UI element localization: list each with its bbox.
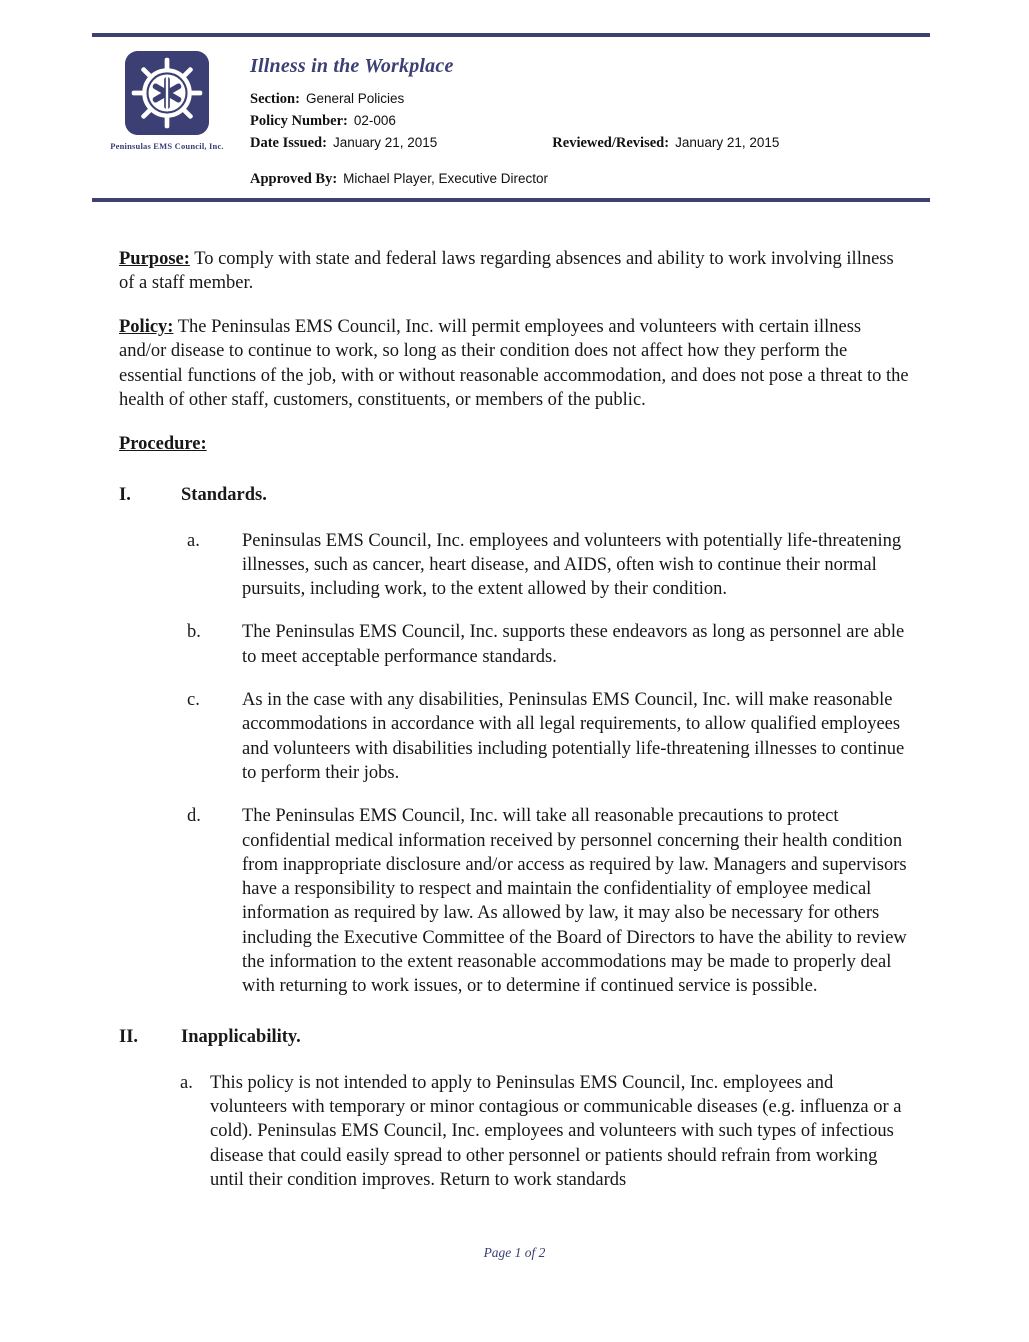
page-number: Page 1 of 2	[483, 1245, 546, 1260]
policy-number-value: 02-006	[353, 113, 396, 128]
meta-row-policy-number	[250, 110, 930, 132]
document-body	[119, 228, 909, 1211]
list-item-marker: a.	[180, 1072, 193, 1093]
meta-row-dates	[250, 132, 930, 154]
date-issued-value: January 21, 2015	[332, 135, 438, 150]
list-item	[119, 804, 909, 998]
procedure-heading-paragraph	[119, 432, 909, 456]
approved-by-value: Michael Player, Executive Director	[343, 171, 548, 186]
approved-by-label: Approved By:	[250, 171, 338, 187]
policy-text: The Peninsulas EMS Council, Inc. will permit employees and volunteers with certain illness and/or disease to continue to work, so long as their condition does not affect how they perform the essential functions of the job, with or without reasonable accommodation, and does not pose a threat to the health of other staff, customers, constituents, or members of the public.	[119, 317, 909, 410]
section-numeral: II.	[119, 1026, 139, 1047]
policy-label: Policy:	[119, 317, 174, 338]
procedure-heading: Procedure:	[119, 434, 207, 455]
policy-paragraph	[119, 315, 909, 412]
list-item	[119, 529, 909, 602]
logo-block	[92, 47, 242, 151]
section-title: Inapplicability.	[181, 1026, 301, 1047]
list-item-marker: a.	[187, 530, 200, 551]
section-numeral: I.	[119, 484, 131, 505]
list-item-text: This policy is not intended to apply to Peninsulas EMS Council, Inc. employees and volunteers with temporary or minor contagious or communicable diseases (e.g. influenza or a cold). Peninsulas EMS Council, Inc. employees and volunteers with such types of infectious disease that could easily spread to other personnel or patients should refrain from working until their condition improves. Return to work standards	[210, 1072, 902, 1190]
list-item-text: The Peninsulas EMS Council, Inc. supports these endeavors as long as personnel are able to meet acceptable performance standards.	[242, 622, 905, 667]
page-footer	[0, 1245, 1029, 1261]
section-value: General Policies	[305, 91, 405, 106]
list-item-text: Peninsulas EMS Council, Inc. employees and volunteers with potentially life-threatening illnesses, such as cancer, heart disease, and AIDS, often wish to continue their normal pursuits, including work, to the extent allowed by their condition.	[242, 530, 902, 600]
date-issued-label: Date Issued:	[250, 135, 327, 151]
meta-row-section	[250, 88, 930, 110]
ships-wheel-star-of-life-icon	[125, 51, 209, 135]
header-meta	[242, 47, 930, 190]
list-item-text: The Peninsulas EMS Council, Inc. will take all reasonable precautions to protect confidential medical information received by personnel concerning their health condition from inappropriate disclosure and/or access as required by law. Managers and supervisors have a responsibility to respect and maintain the confidentiality of employee medical information as required by law. As allowed by law, it may also be necessary for others including the Executive Committee of the Board of Directors to have the ability to review the information to the extent reasonable accommodations may be made to properly deal with returning to work issues, or to determine if continued service is possible.	[242, 806, 907, 997]
list-item-text: As in the case with any disabilities, Peninsulas EMS Council, Inc. will make reasonable accommodations in accordance with all legal requirements, to allow qualified employees and volunteers with disabilities including potentially life-threatening illnesses to continue to perform their jobs.	[242, 690, 905, 783]
section-heading-2	[119, 1025, 909, 1049]
section-heading-1	[119, 483, 909, 507]
list-item	[119, 620, 909, 669]
document-header	[92, 33, 930, 202]
purpose-paragraph	[119, 247, 909, 296]
policy-number-label: Policy Number:	[250, 113, 348, 129]
meta-row-approved-by	[250, 168, 930, 190]
purpose-label: Purpose:	[119, 248, 190, 269]
list-item	[119, 688, 909, 785]
reviewed-revised-value: January 21, 2015	[675, 135, 780, 150]
page-title: Illness in the Workplace	[250, 55, 454, 77]
list-item-marker: b.	[187, 622, 201, 643]
logo-caption: Peninsulas EMS Council, Inc.	[110, 141, 224, 151]
section-title: Standards.	[181, 484, 267, 505]
list-item-marker: d.	[187, 806, 201, 827]
reviewed-revised-label: Reviewed/Revised:	[552, 135, 670, 151]
purpose-text: To comply with state and federal laws regarding absences and ability to work involving illness of a staff member.	[119, 248, 894, 293]
list-item-marker: c.	[187, 690, 200, 711]
reviewed-revised-group	[552, 132, 779, 154]
list-item	[119, 1071, 909, 1192]
section-label: Section:	[250, 91, 300, 107]
